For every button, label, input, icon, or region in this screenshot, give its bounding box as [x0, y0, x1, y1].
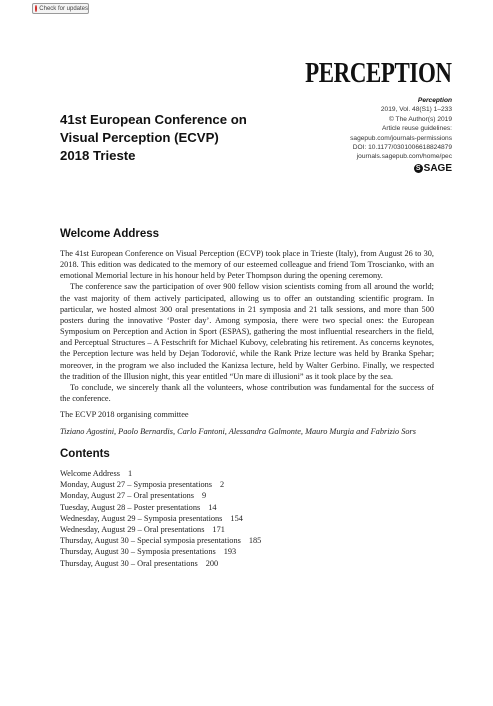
journal-metadata [350, 96, 452, 162]
committee-signature: The ECVP 2018 organising committee [60, 410, 189, 419]
contents-heading: Contents [60, 448, 110, 460]
toc-item-page: 171 [212, 525, 225, 535]
sage-logo-icon: S [414, 164, 423, 173]
toc-item[interactable] [60, 558, 261, 569]
reuse-link[interactable]: sagepub.com/journals-permissions [350, 134, 452, 142]
copyright: © The Author(s) 2019 [388, 115, 452, 123]
toc-item[interactable] [60, 546, 261, 557]
toc-item-label: Wednesday, August 29 – Oral presentations [60, 525, 205, 535]
toc-item[interactable] [60, 502, 261, 513]
welcome-body [60, 248, 434, 404]
welcome-heading: Welcome Address [60, 228, 160, 240]
reuse-label: Article reuse guidelines: [381, 125, 452, 133]
toc-item[interactable] [60, 490, 261, 501]
toc-item-label: Monday, August 27 – Symposia presentations [60, 480, 213, 490]
journal-home-link[interactable]: journals.sagepub.com/home/pec [356, 153, 452, 161]
toc-item-page: 14 [208, 502, 217, 512]
publisher-logo [414, 163, 452, 174]
toc-item-label: Thursday, August 30 – Oral presentations [60, 558, 198, 568]
journal-logo: PERCEPTION [305, 58, 452, 89]
welcome-paragraph-1: The 41st European Conference on Visual Perception (ECVP) took place in Trieste (Italy), from August 26 to 30, 2018. This edition was dedicated to the memory of our esteemed colleague and friend Tom Troscianko, with an emotional Memorial lecture in his honour held by Peter Thompson during the opening ceremony. [60, 249, 434, 281]
update-check-icon [35, 5, 37, 12]
journal-volume: 2019, Vol. 48(S1) 1–233 [380, 106, 452, 114]
title-line-1: 41st European Conference on [60, 112, 247, 127]
toc-item-label: Thursday, August 30 – Symposia presentations [60, 547, 216, 557]
toc-item-label: Welcome Address [60, 469, 120, 478]
publisher-name: SAGE [423, 163, 452, 174]
check-for-updates-badge[interactable] [32, 3, 89, 14]
toc-item-page: 200 [205, 558, 219, 568]
toc-item-label: Monday, August 27 – Oral presentations [60, 491, 195, 501]
toc-item-page: 193 [223, 547, 237, 557]
title-line-2: Visual Perception (ECVP) [60, 130, 219, 145]
toc-item[interactable] [60, 479, 261, 490]
table-of-contents [60, 468, 261, 569]
page-title [60, 111, 247, 165]
toc-item[interactable] [60, 524, 261, 535]
journal-name: Perception [417, 97, 452, 104]
badge-label: Check for updates [39, 5, 88, 12]
toc-item-page: 9 [202, 491, 207, 501]
doi[interactable]: DOI: 10.1177/0301006618824879 [352, 144, 452, 152]
toc-item[interactable] [60, 535, 261, 546]
toc-item[interactable] [60, 468, 261, 479]
toc-item-label: Thursday, August 30 – Special symposia presentations [60, 536, 241, 546]
toc-item-label: Tuesday, August 28 – Poster presentations [60, 502, 201, 512]
title-line-3: 2018 Trieste [60, 148, 136, 163]
toc-item-label: Wednesday, August 29 – Symposia presentations [60, 513, 223, 523]
toc-item-page: 185 [248, 536, 262, 546]
toc-item-page: 154 [230, 513, 243, 523]
toc-item-page: 1 [127, 469, 133, 478]
committee-authors: Tiziano Agostini, Paolo Bernardis, Carlo Fantoni, Alessandra Galmonte, Mauro Murgia and Fabrizio Sors [60, 427, 417, 436]
toc-item-page: 2 [220, 480, 225, 490]
welcome-paragraph-3: To conclude, we sincerely thank all the volunteers, whose contribution was fundamental for the success of the conference. [60, 382, 434, 404]
toc-item[interactable] [60, 513, 261, 524]
welcome-paragraph-2: The conference saw the participation of over 900 fellow vision scientists coming from all around the world; the vast majority of them actively participated, allowing us to offer an outstanding scientific program. In particular, we hosted almost 300 oral presentations in 21 symposia and 21 talk sessions, and more than 500 posters during the innovative ‘Poster day’. Among symposia, there were two special ones: the European Symposium on Perception and Action in Sport (ESPAS), gathering the most influential researchers in the field, and Perceptual Structures – A Festschrift for Michael Kubovy, celebrating his retirement. As concerns keynotes, the Perception lecture was held by Dejan Todorović, while the Rank Prize lecture was held by Branka Spehar; moreover, in the program we also included the Kanizsa lecture, held by Walter Gerbino. Finally, we respected the tradition of the Illusion night, this year entitled “Un mare di illusioni” as it took place by the sea. [60, 282, 434, 381]
